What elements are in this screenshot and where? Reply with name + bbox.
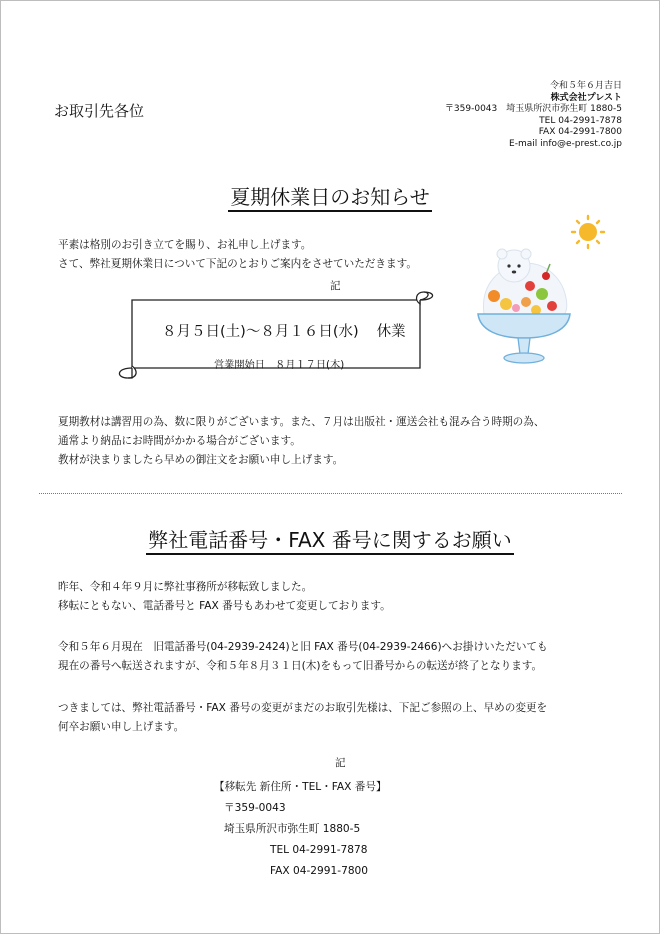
request-line: つきましては、弊社電話番号・FAX 番号の変更がまだのお取引先様は、下記ご参照の上、早めの変更を — [58, 702, 548, 714]
notes-line: 教材が決まりましたら早めの御注文をお願い申し上げます。 — [58, 454, 344, 466]
forwarding-paragraph — [58, 638, 548, 676]
business-start-date: 営業開始日 ８月１７日(木) — [214, 360, 345, 371]
request-line: 何卒お願い申し上げます。 — [58, 721, 185, 733]
holiday-notice-title: 夏期休業日のお知らせ — [0, 181, 660, 210]
forwarding-line: 現在の番号へ転送されますが、令和５年８月３１日(木)をもって旧番号からの転送が終了となります。 — [58, 660, 543, 672]
sun-icon — [572, 216, 604, 248]
new-fax: FAX 04-2991-7800 — [270, 865, 369, 877]
new-contact-heading: 【移転先 新住所・TEL・FAX 番号】 — [214, 781, 387, 793]
company-email: E-mail info@e-prest.co.jp — [509, 138, 622, 149]
relocation-paragraph — [58, 578, 391, 616]
shaved-ice-illustration — [470, 214, 620, 374]
intro-line: さて、弊社夏期休業日について下記のとおりご案内をさせていただきます。 — [58, 258, 417, 270]
ki-mark: 記 — [330, 280, 341, 292]
relocation-line: 昨年、令和４年９月に弊社事務所が移転致しました。 — [58, 581, 313, 593]
issue-date: 令和５年６月吉日 — [549, 81, 622, 91]
intro-line: 平素は格別のお引き立てを賜り、お礼申し上げます。 — [58, 239, 312, 251]
company-name: 株式会社プレスト — [550, 92, 622, 103]
forwarding-line: 令和５年６月現在 旧電話番号(04-2939-2424)と旧 FAX 番号(04-2939-2466)へお掛けいただいても — [58, 641, 548, 653]
company-tel: TEL 04-2991-7878 — [539, 115, 622, 126]
company-fax: FAX 04-2991-7800 — [538, 127, 622, 138]
company-address: 〒359-0043 埼玉県所沢市弥生町 1880-5 — [444, 104, 622, 115]
relocation-line: 移転にともない、電話番号と FAX 番号もあわせて変更しております。 — [58, 600, 391, 612]
new-postal-code: 〒359-0043 — [224, 802, 286, 814]
new-tel: TEL 04-2991-7878 — [270, 844, 368, 856]
phone-change-title: 弊社電話番号・FAX 番号に関するお願い — [0, 524, 660, 553]
addressee: お取引先各位 — [54, 102, 145, 120]
notes-paragraph — [58, 413, 544, 470]
sender-block — [445, 81, 622, 151]
section-divider — [39, 493, 622, 494]
notes-line: 通常より納品にお時間がかかる場合がございます。 — [58, 435, 301, 447]
ki-mark: 記 — [335, 757, 346, 769]
new-contact-info — [214, 777, 387, 882]
request-paragraph — [58, 699, 547, 737]
holiday-period: ８月５日(土)～８月１６日(水) 休業 — [162, 324, 406, 340]
new-address: 埼玉県所沢市弥生町 1880-5 — [224, 823, 361, 835]
notes-line: 夏期教材は講習用の為、数に限りがございます。また、７月は出版社・運送会社も混み合う時期の為、 — [58, 416, 545, 428]
intro-paragraph — [58, 236, 417, 274]
